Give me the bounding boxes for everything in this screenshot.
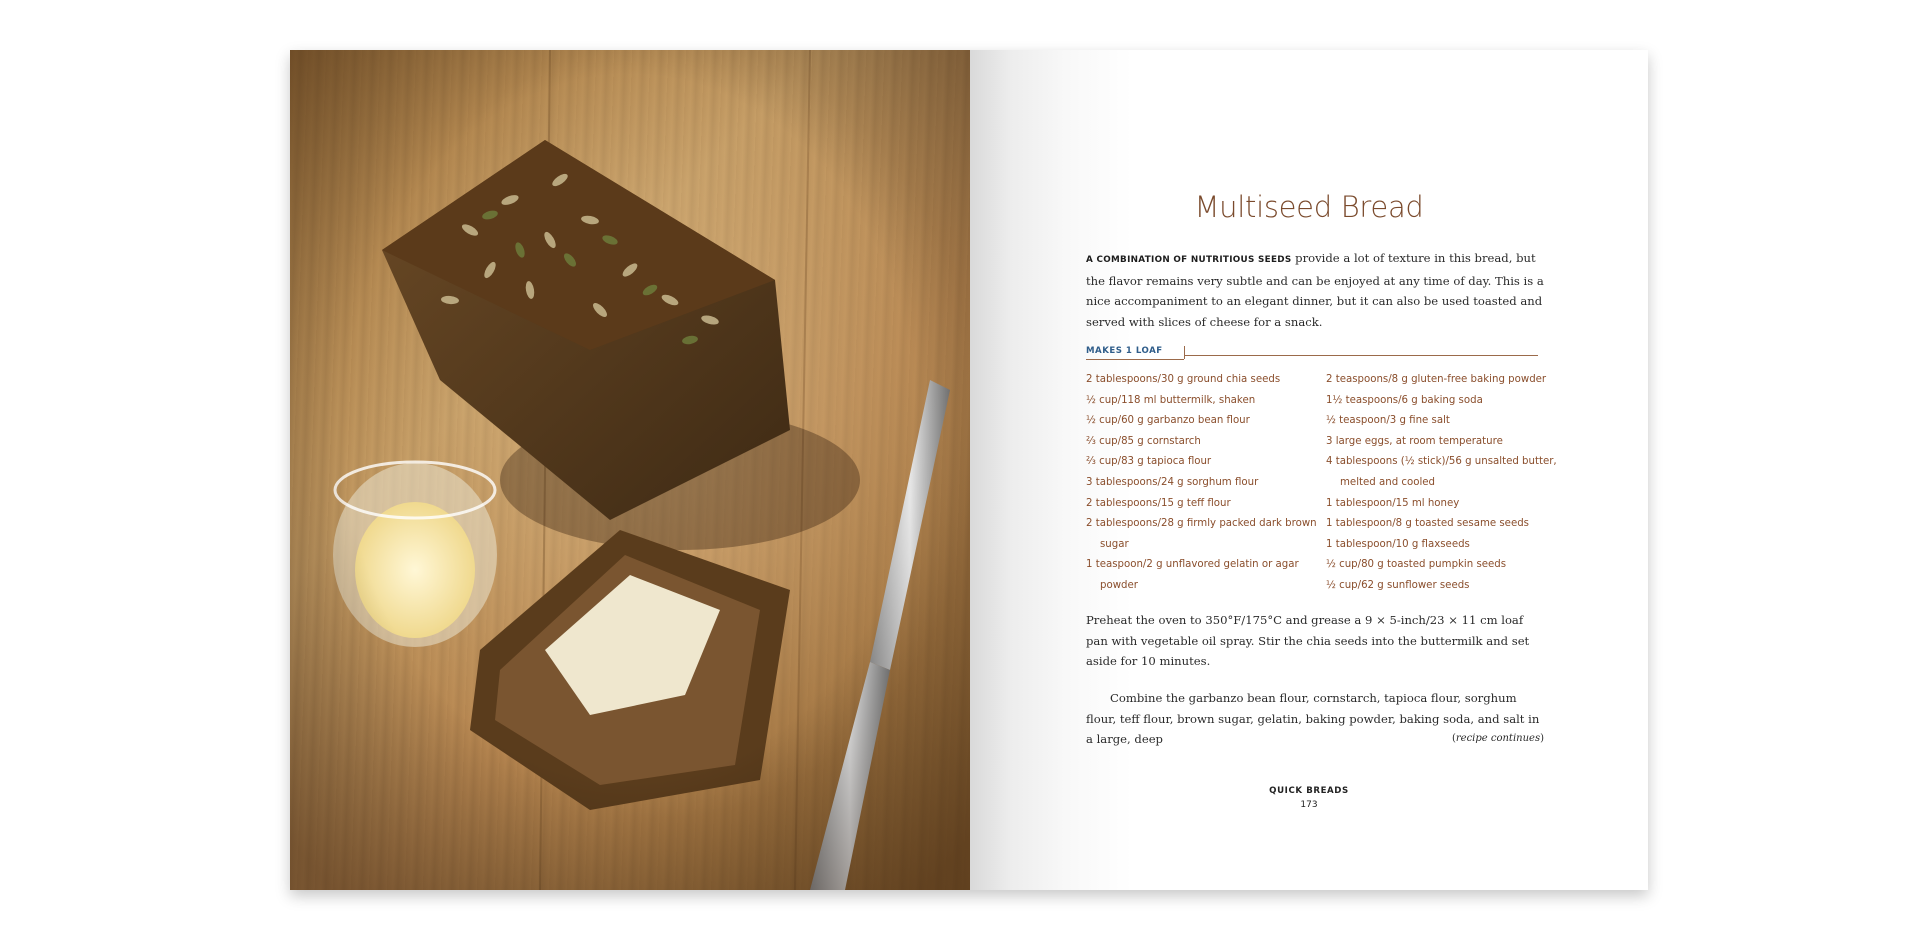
continues-text: recipe continues (1455, 733, 1541, 744)
bread-photo (290, 50, 970, 890)
ingredients-right-list (1326, 370, 1562, 597)
ingredient-item: 1 tablespoon/15 ml honey (1326, 497, 1460, 509)
ingredient-item: ½ cup/118 ml buttermilk, shaken (1086, 394, 1256, 406)
ingredient-item: 3 large eggs, at room temperature (1326, 435, 1503, 447)
yield-row (1086, 346, 1538, 360)
recipe-yield: MAKES 1 LOAF (1086, 346, 1163, 356)
ingredient-item: 2 tablespoons/30 g ground chia seeds (1086, 374, 1281, 385)
page-number: 173 (1300, 800, 1318, 810)
ingredient-item: 2 tablespoons/28 g firmly packed dark brown sugar (1086, 518, 1317, 550)
ingredients-left-list (1086, 370, 1318, 597)
ingredient-item: ½ teaspoon/3 g fine salt (1326, 415, 1450, 427)
ingredient-item: 2 teaspoons/8 g gluten-free baking powder (1326, 374, 1547, 385)
method-step-1: Preheat the oven to 350°F/175°C and grease a 9 × 5-inch/23 × 11 cm loaf pan with vegetable oil spray. Stir the chia seeds into the buttermilk and set aside for 10 minutes. (1086, 613, 1530, 669)
ingredient-item: 1 tablespoon/8 g toasted sesame seeds (1326, 518, 1529, 530)
ingredient-item: 4 tablespoons (½ stick)/56 g unsalted butter, melted and cooled (1326, 456, 1557, 488)
ingredient-item: 1 teaspoon/2 g unflavored gelatin or agar powder (1086, 559, 1299, 591)
recipe-title: Multiseed Bread (1194, 190, 1424, 224)
recipe-page (970, 50, 1648, 890)
yield-rule-step (1184, 346, 1185, 359)
intro-lead: A COMBINATION OF NUTRITIOUS SEEDS (1086, 255, 1292, 265)
ingredient-item: 2 tablespoons/15 g teff flour (1086, 497, 1231, 509)
ingredient-item: 3 tablespoons/24 g sorghum flour (1086, 476, 1259, 488)
ingredient-item: ½ cup/60 g garbanzo bean flour (1086, 415, 1250, 427)
book-spread (290, 50, 1648, 890)
yield-rule (1086, 359, 1184, 360)
ingredient-item: 1½ teaspoons/6 g baking soda (1326, 394, 1483, 406)
ingredient-item: ½ cup/80 g toasted pumpkin seeds (1326, 559, 1507, 571)
ingredient-item: 1 tablespoon/10 g flaxseeds (1326, 538, 1470, 550)
section-running-head: QUICK BREADS (1269, 786, 1349, 796)
method-step-2: Combine the garbanzo bean flour, cornstarch, tapioca flour, sorghum flour, teff flour, brown sugar, gelatin, baking powder, baking soda, and salt in a large, deep (1086, 691, 1540, 747)
ingredient-item: ⅔ cup/83 g tapioca flour (1086, 456, 1212, 468)
bread-photo-icon (290, 50, 970, 890)
ingredient-item: ½ cup/62 g sunflower seeds (1326, 579, 1470, 591)
ingredient-item: ⅔ cup/85 g cornstarch (1086, 435, 1201, 447)
continues-note: (recipe continues) (1451, 733, 1544, 744)
recipe-intro (1086, 248, 1548, 332)
yield-rule-extended (1184, 355, 1538, 356)
intro-text: provide a lot of texture in this bread, but the flavor remains very subtle and can be enjoyed at any time of day. This is a nice accompaniment to an elegant dinner, but it can also be used toasted and served with slices of cheese for a snack. (1086, 251, 1544, 329)
